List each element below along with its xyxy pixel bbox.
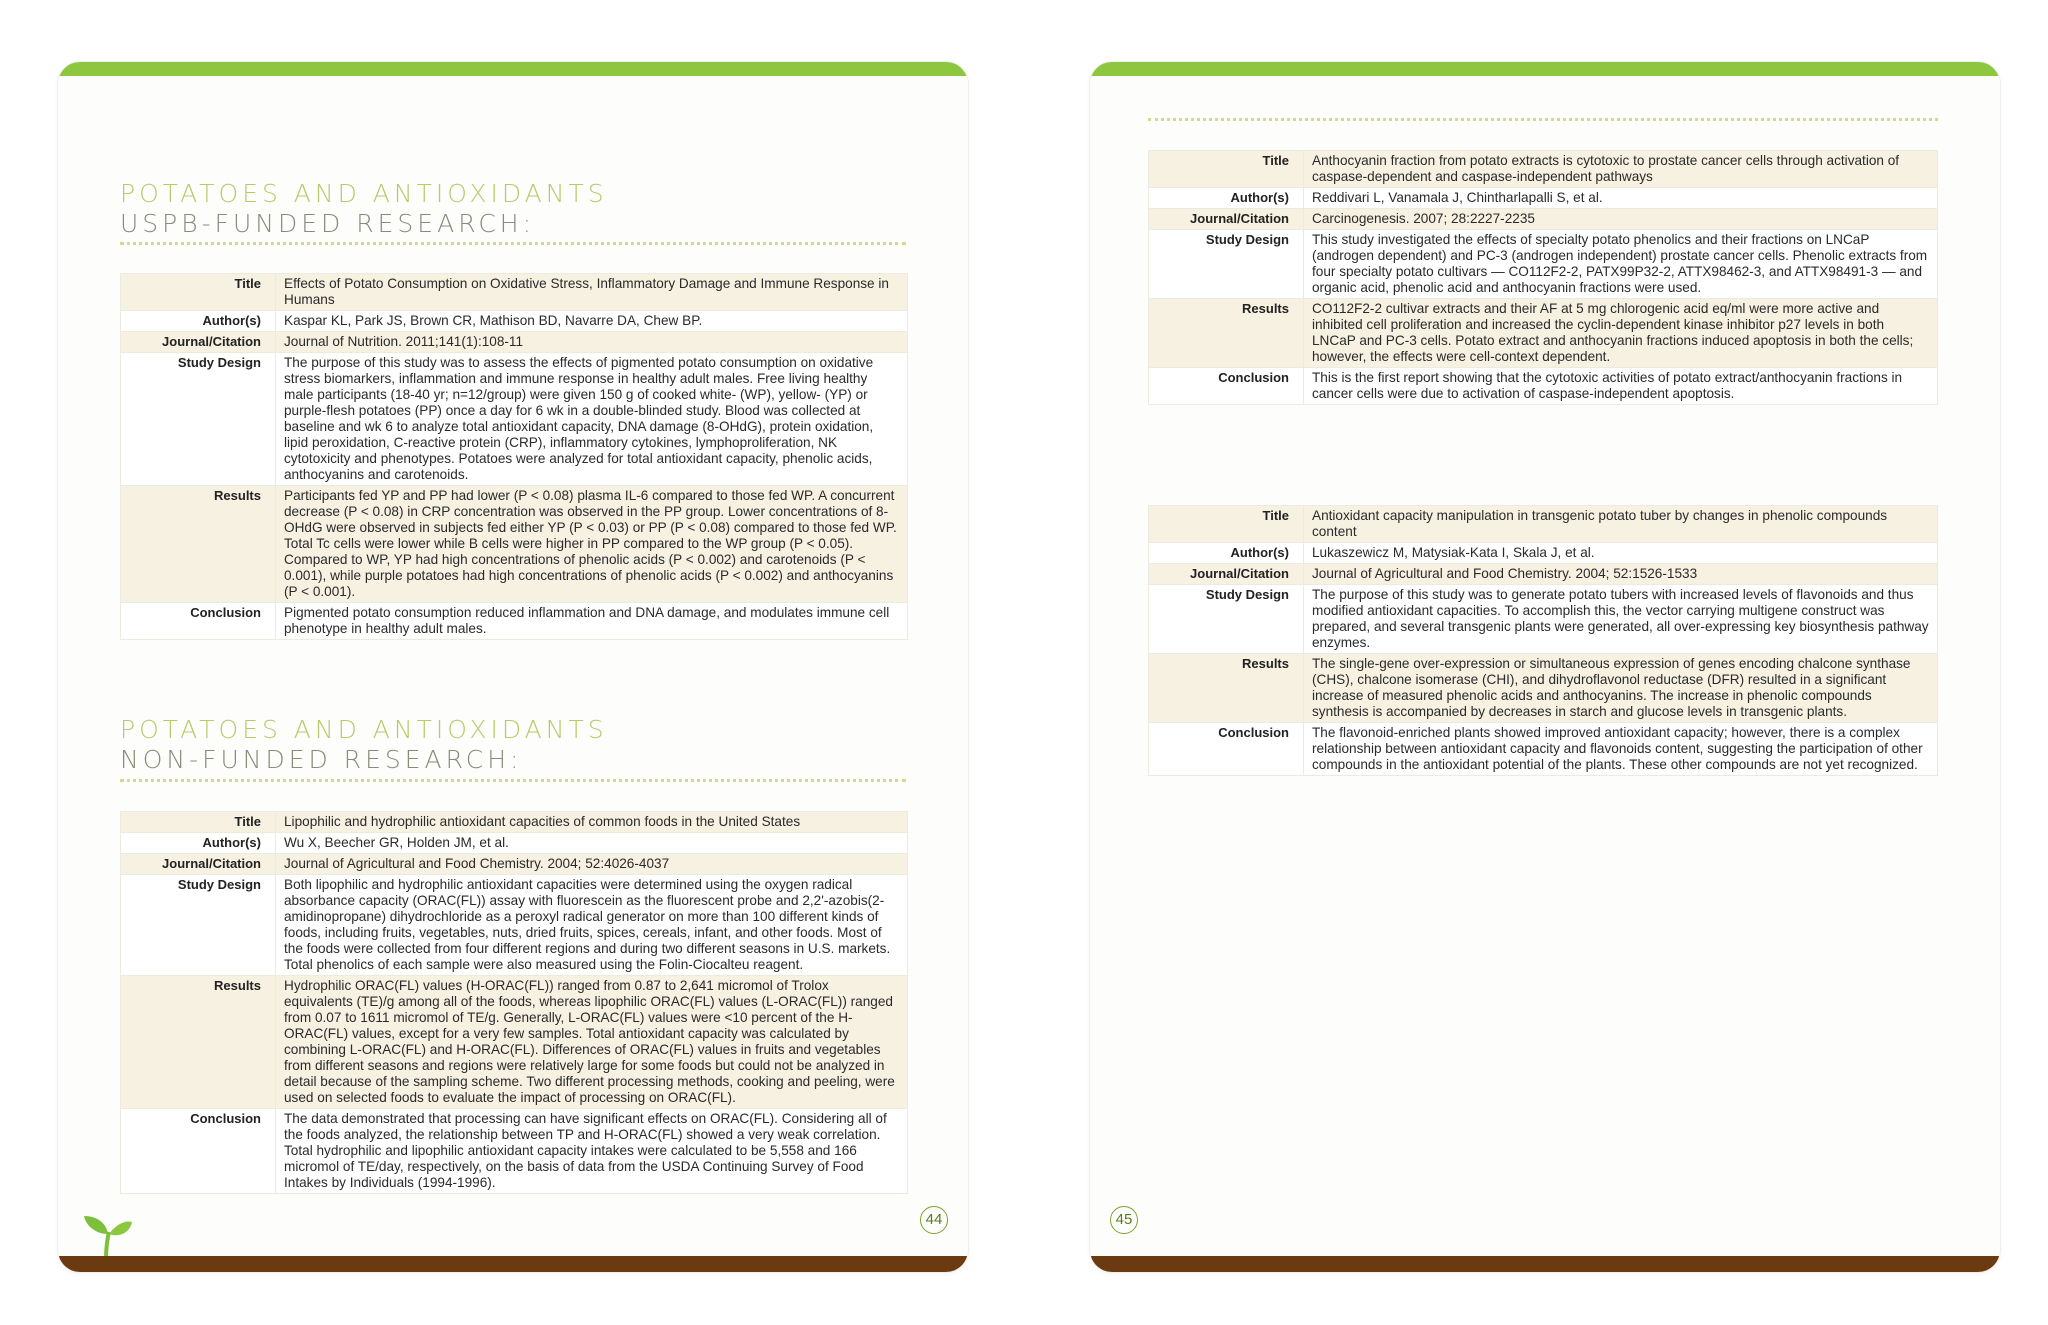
study-title: Anthocyanin fraction from potato extracts is cytotoxic to prostate cancer cells through activation of caspase-dependent and caspase-independent pathways xyxy=(1304,151,1938,188)
study-conclusion: The flavonoid-enriched plants showed improved antioxidant capacity; however, there is a complex relationship between antioxidant capacity and flavonoids content, suggesting the participation of other compounds in the antioxidant potential of the plants. These other compounds are not yet recognized. xyxy=(1304,723,1938,776)
study-authors: Kaspar KL, Park JS, Brown CR, Mathison BD, Navarre DA, Chew BP. xyxy=(276,311,908,332)
top-green-band xyxy=(1090,62,2000,76)
row-label: Study Design xyxy=(1149,585,1304,654)
row-label: Results xyxy=(1149,299,1304,368)
table-row xyxy=(1149,151,1938,188)
row-label: Journal/Citation xyxy=(121,332,276,353)
study-results: Participants fed YP and PP had lower (P < 0.08) plasma IL-6 compared to those fed WP. A concurrent decrease (P < 0.08) in CRP concentration was observed in the PP group. Lower concentrations of 8-OHdG were observed in subjects fed either YP (P < 0.03) or PP (P < 0.08) compared to those fed WP. Total Tc cells were lower while B cells were higher in PP compared to the WP group (P < 0.05). Compared to WP, YP had high concentrations of phenolic acids (P < 0.002) and carotenoids (P < 0.001), while purple potatoes had high concentrations of phenolic acids (P < 0.002) and anthocyanins (P < 0.001). xyxy=(276,486,908,603)
study-journal: Journal of Nutrition. 2011;141(1):108-11 xyxy=(276,332,908,353)
table-row xyxy=(121,311,908,332)
study-design: Both lipophilic and hydrophilic antioxidant capacities were determined using the oxygen radical absorbance capacity (ORAC(FL)) assay with fluorescein as the fluorescent probe and 2,2'-azobis(2-amidinopropane) dihydrochloride as a peroxyl radical generator on more than 100 different kinds of foods, including fruits, vegetables, nuts, dried fruits, spices, cereals, infant, and other foods. Most of the foods were collected from four different regions and during two different seasons in U.S. markets. Total phenolics of each sample were also measured using the Folin-Ciocalteu reagent. xyxy=(276,875,908,976)
table-row xyxy=(1149,585,1938,654)
row-label: Results xyxy=(1149,654,1304,723)
row-label: Title xyxy=(1149,506,1304,543)
dotted-divider xyxy=(120,779,906,782)
page-number: 44 xyxy=(920,1206,948,1234)
table-row xyxy=(1149,564,1938,585)
table-row xyxy=(121,976,908,1109)
table-row xyxy=(121,833,908,854)
row-label: Conclusion xyxy=(121,1109,276,1194)
study-conclusion: This is the first report showing that the cytotoxic activities of potato extract/anthocyanin fractions in cancer cells were due to activation of caspase-independent apoptosis. xyxy=(1304,368,1938,405)
sprout-icon xyxy=(76,1204,132,1260)
study-journal: Journal of Agricultural and Food Chemistry. 2004; 52:1526-1533 xyxy=(1304,564,1938,585)
table-row xyxy=(1149,654,1938,723)
bottom-brown-band xyxy=(1090,1256,2000,1272)
table-row xyxy=(1149,230,1938,299)
right-page xyxy=(1090,62,2000,1272)
table-row xyxy=(121,353,908,486)
table-row xyxy=(1149,723,1938,776)
row-label: Journal/Citation xyxy=(1149,209,1304,230)
study-authors: Wu X, Beecher GR, Holden JM, et al. xyxy=(276,833,908,854)
dotted-divider xyxy=(1148,118,1938,121)
study-conclusion: The data demonstrated that processing can have significant effects on ORAC(FL). Considering all of the foods analyzed, the relationship between TP and H-ORAC(FL) showed a very weak correlation. Total hydrophilic and lipophilic antioxidant capacity intakes were calculated to be 5,558 and 166 micromol of TE/day, respectively, on the basis of data from the USDA Continuing Survey of Food Intakes by Individuals (1994-1996). xyxy=(276,1109,908,1194)
study-authors: Reddivari L, Vanamala J, Chintharlapalli S, et al. xyxy=(1304,188,1938,209)
table-row xyxy=(1149,368,1938,405)
row-label: Conclusion xyxy=(1149,368,1304,405)
study-table-lukaszewicz xyxy=(1148,505,1938,776)
table-row xyxy=(1149,209,1938,230)
section-heading-uspb xyxy=(120,179,608,239)
row-label: Journal/Citation xyxy=(1149,564,1304,585)
row-label: Title xyxy=(121,812,276,833)
heading-line-1: POTATOES AND ANTIOXIDANTS xyxy=(120,179,608,208)
row-label: Author(s) xyxy=(121,311,276,332)
heading-line-1: POTATOES AND ANTIOXIDANTS xyxy=(120,715,608,744)
row-label: Title xyxy=(1149,151,1304,188)
study-title: Lipophilic and hydrophilic antioxidant capacities of common foods in the United States xyxy=(276,812,908,833)
row-label: Author(s) xyxy=(1149,543,1304,564)
table-row xyxy=(1149,543,1938,564)
heading-line-2: USPB-FUNDED RESEARCH: xyxy=(120,209,535,238)
study-conclusion: Pigmented potato consumption reduced inflammation and DNA damage, and modulates immune cell phenotype in healthy adult males. xyxy=(276,603,908,640)
row-label: Title xyxy=(121,274,276,311)
study-authors: Lukaszewicz M, Matysiak-Kata I, Skala J, et al. xyxy=(1304,543,1938,564)
study-table-kaspar xyxy=(120,273,908,640)
table-row xyxy=(121,332,908,353)
table-row xyxy=(121,875,908,976)
row-label: Author(s) xyxy=(1149,188,1304,209)
table-row xyxy=(1149,506,1938,543)
top-green-band xyxy=(58,62,968,76)
row-label: Results xyxy=(121,486,276,603)
row-label: Study Design xyxy=(1149,230,1304,299)
table-row xyxy=(121,486,908,603)
table-row xyxy=(121,854,908,875)
study-design: This study investigated the effects of specialty potato phenolics and their fractions on LNCaP (androgen dependent) and PC-3 (androgen independent) prostate cancer cells. Phenolic extracts from four specialty potato cultivars — CO112F2-2, PATX99P32-2, ATTX98462-3, and ATTX98491-3 — and organic acid, phenolic acid and anthocyanin fractions were used. xyxy=(1304,230,1938,299)
study-design: The purpose of this study was to assess the effects of pigmented potato consumption on oxidative stress biomarkers, inflammation and immune response in healthy adult males. Free living healthy male participants (18-40 yr; n=12/group) were given 150 g of cooked white- (WP), yellow- (YP) or purple-flesh potatoes (PP) once a day for 6 wk in a double-blinded study. Blood was collected at baseline and wk 6 to analyze total antioxidant capacity, DNA damage (8-OHdG), protein oxidation, lipid peroxidation, C-reactive protein (CRP), inflammatory cytokines, lymphoproliferation, NK cytotoxicity and phenotypes. Potatoes were analyzed for total antioxidant capacity, phenolic acids, anthocyanins and carotenoids. xyxy=(276,353,908,486)
table-row xyxy=(1149,188,1938,209)
row-label: Conclusion xyxy=(121,603,276,640)
study-design: The purpose of this study was to generate potato tubers with increased levels of flavonoids and thus modified antioxidant capacities. To accomplish this, the vector carrying multigene construct was prepared, and several transgenic plants were generated, all over-expressing key biosynthesis pathway enzymes. xyxy=(1304,585,1938,654)
row-label: Study Design xyxy=(121,875,276,976)
table-row xyxy=(1149,299,1938,368)
dotted-divider xyxy=(120,242,906,245)
table-row xyxy=(121,274,908,311)
study-title: Effects of Potato Consumption on Oxidative Stress, Inflammatory Damage and Immune Response in Humans xyxy=(276,274,908,311)
study-results: The single-gene over-expression or simultaneous expression of genes encoding chalcone synthase (CHS), chalcone isomerase (CHI), and dihydroflavonol reductase (DFR) resulted in a significant increase of measured phenolic acids and anthocyanins. The increase in phenolic compounds synthesis is accompanied by decreases in starch and glucose levels in transgenic plants. xyxy=(1304,654,1938,723)
study-journal: Journal of Agricultural and Food Chemistry. 2004; 52:4026-4037 xyxy=(276,854,908,875)
page-number: 45 xyxy=(1110,1206,1138,1234)
study-title: Antioxidant capacity manipulation in transgenic potato tuber by changes in phenolic compounds content xyxy=(1304,506,1938,543)
bottom-brown-band xyxy=(58,1256,968,1272)
study-results: CO112F2-2 cultivar extracts and their AF at 5 mg chlorogenic acid eq/ml were more active and inhibited cell proliferation and increased the cyclin-dependent kinase inhibitor p27 levels in both LNCaP and PC-3 cells. Potato extract and anthocyanin fractions induced apoptosis in both the cells; however, the effects were cell-context dependent. xyxy=(1304,299,1938,368)
heading-line-2: NON-FUNDED RESEARCH: xyxy=(120,745,523,774)
study-journal: Carcinogenesis. 2007; 28:2227-2235 xyxy=(1304,209,1938,230)
section-heading-non-funded xyxy=(120,715,608,775)
row-label: Journal/Citation xyxy=(121,854,276,875)
row-label: Author(s) xyxy=(121,833,276,854)
study-results: Hydrophilic ORAC(FL) values (H-ORAC(FL)) ranged from 0.87 to 2,641 micromol of Trolox equivalents (TE)/g among all of the foods, whereas lipophilic ORAC(FL) values (L-ORAC(FL)) ranged from 0.07 to 1611 micromol of TE/g. Generally, L-ORAC(FL) values were <10 percent of the H-ORAC(FL) values, except for a very few samples. Total antioxidant capacity was calculated by combining L-ORAC(FL) and H-ORAC(FL). Differences of ORAC(FL) values in fruits and vegetables from different seasons and regions were relatively large for some foods but could not be analyzed in detail because of the sampling scheme. Two different processing methods, cooking and peeling, were used on selected foods to evaluate the impact of processing on ORAC(FL). xyxy=(276,976,908,1109)
table-row xyxy=(121,1109,908,1194)
row-label: Conclusion xyxy=(1149,723,1304,776)
row-label: Results xyxy=(121,976,276,1109)
table-row xyxy=(121,812,908,833)
study-table-reddivari xyxy=(1148,150,1938,405)
table-row xyxy=(121,603,908,640)
left-page xyxy=(58,62,968,1272)
row-label: Study Design xyxy=(121,353,276,486)
study-table-wu xyxy=(120,811,908,1194)
